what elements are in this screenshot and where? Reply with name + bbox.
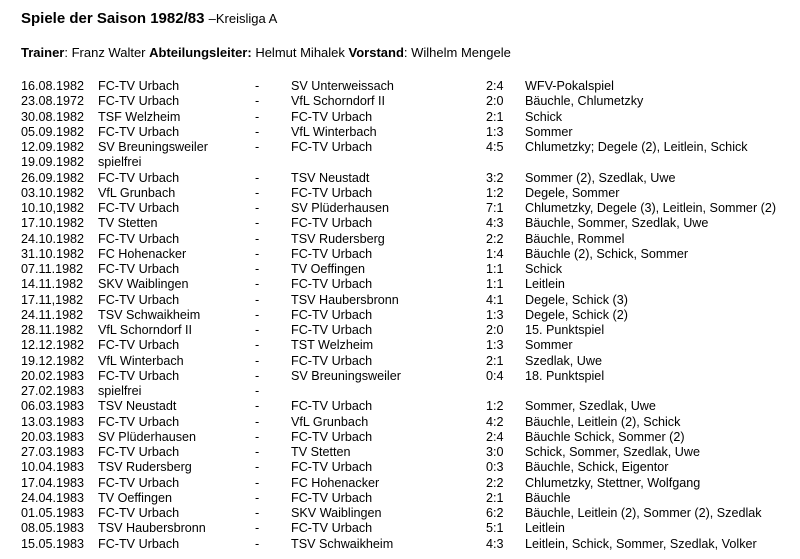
score: 2:4 [486,79,504,93]
game-row [21,125,800,140]
game-row [21,460,800,475]
score: 3:0 [486,445,504,459]
goal-scorers: Bäuchle, Schick, Eigentor [525,460,669,475]
goal-scorers: Chlumetzky; Degele (2), Leitlein, Schick [525,140,748,154]
goal-scorers: Sommer [525,338,573,353]
score: 2:1 [486,109,504,124]
goal-scorers: Bäuchle [525,490,571,505]
away-team: SV Unterweissach [291,79,394,93]
home-team: TV Oeffingen [98,490,172,505]
home-team: FC-TV Urbach [98,414,180,429]
home-team: spielfrei [98,384,142,398]
game-row [21,186,800,201]
game-date: 03.10.1982 [21,185,85,200]
separator: - [255,231,260,246]
vorstand-name: : Wilhelm Mengele [403,45,511,60]
separator: - [255,170,260,185]
trainer-name: : Franz Walter [64,45,150,60]
game-row [21,155,800,170]
away-team: FC-TV Urbach [291,323,373,337]
away-team: VfL Winterbach [291,124,377,139]
game-date: 07.11.1982 [21,262,84,276]
home-team: FC Hohenacker [98,246,187,261]
game-row [21,232,800,247]
score: 2:4 [486,429,504,444]
goal-scorers: Sommer (2), Szedlak, Uwe [525,170,676,185]
score: 0:3 [486,460,504,475]
away-team: FC-TV Urbach [291,429,373,444]
home-team: FC-TV Urbach [98,201,180,215]
game-date: 24.04.1983 [21,490,85,505]
staff-line [21,45,511,60]
goal-scorers: Schick [525,262,563,276]
home-team: TSV Schwaikheim [98,307,201,322]
score: 1:3 [486,124,504,139]
home-team: TSF Welzheim [98,109,181,124]
goal-scorers: Chlumetzky, Degele (3), Leitlein, Sommer (2) [525,201,777,215]
game-row [21,277,800,292]
game-row [21,201,800,216]
game-date: 13.03.1983 [21,414,85,429]
score: 6:2 [486,506,504,520]
score: 1:1 [486,277,504,292]
score: 4:3 [486,216,504,231]
separator: - [255,399,260,414]
league-subtitle: –Kreisliga A [208,11,278,26]
game-row [21,369,800,384]
home-team: FC-TV Urbach [98,262,180,276]
home-team: FC-TV Urbach [98,368,180,383]
game-date: 17.11,1982 [21,292,84,307]
separator: - [255,445,260,459]
away-team: VfL Grunbach [291,414,369,429]
game-row [21,338,800,353]
home-team: FC-TV Urbach [98,94,180,109]
separator: - [255,307,260,322]
separator: - [255,323,260,337]
game-row [21,537,800,552]
game-date: 19.12.1982 [21,353,85,368]
away-team: TSV Rudersberg [291,231,385,246]
game-date: 10.10,1982 [21,201,85,215]
score: 4:3 [486,536,504,551]
home-team: TSV Haubersbronn [98,521,206,536]
separator: - [255,201,260,215]
goal-scorers: Szedlak, Uwe [525,353,602,368]
game-row [21,262,800,277]
score: 1:3 [486,338,504,353]
game-date: 16.08.1982 [21,79,85,93]
away-team: FC-TV Urbach [291,140,373,154]
home-team: FC-TV Urbach [98,170,180,185]
score: 2:0 [486,323,504,337]
game-row [21,399,800,414]
away-team: FC-TV Urbach [291,399,373,414]
goal-scorers: Bäuchle, Rommel [525,231,625,246]
goal-scorers: Sommer [525,124,573,139]
away-team: FC-TV Urbach [291,185,373,200]
score: 1:2 [486,399,504,414]
goal-scorers: Bäuchle, Sommer, Szedlak, Uwe [525,216,709,231]
abteilungsleiter-label: Abteilungsleiter: [149,45,252,60]
score: 2:1 [486,353,504,368]
separator: - [255,368,260,383]
game-row [21,323,800,338]
goal-scorers: Bäuchle Schick, Sommer (2) [525,429,685,444]
away-team: TSV Neustadt [291,170,370,185]
game-date: 30.08.1982 [21,109,85,124]
page-title [21,10,277,27]
game-date: 28.11.1982 [21,323,84,337]
home-team: TSV Neustadt [98,399,177,414]
separator: - [255,338,260,353]
season-title: Spiele der Saison 1982/83 [21,10,205,27]
home-team: FC-TV Urbach [98,124,180,139]
game-date: 17.10.1982 [21,216,85,231]
separator: - [255,185,260,200]
away-team: TSV Schwaikheim [291,536,394,551]
game-row [21,293,800,308]
away-team: TST Welzheim [291,338,374,353]
goal-scorers: Bäuchle, Leitlein (2), Sommer (2), Szedlak [525,506,762,520]
home-team: SV Breuningsweiler [98,140,208,154]
game-row [21,308,800,323]
score: 1:2 [486,185,504,200]
separator: - [255,506,260,520]
game-row [21,506,800,521]
goal-scorers: Bäuchle, Leitlein (2), Schick [525,414,681,429]
separator: - [255,79,260,93]
score: 2:2 [486,231,504,246]
away-team: FC-TV Urbach [291,521,373,536]
vorstand-label: Vorstand [348,45,404,60]
away-team: FC-TV Urbach [291,216,373,231]
separator: - [255,277,260,292]
game-date: 20.03.1983 [21,429,85,444]
game-date: 19.09.1982 [21,155,85,170]
goal-scorers: WFV-Pokalspiel [525,79,614,93]
game-row [21,94,800,109]
separator: - [255,292,260,307]
separator: - [255,384,260,398]
game-date: 05.09.1982 [21,124,85,139]
separator: - [255,490,260,505]
score: 4:5 [486,140,504,154]
score: 1:4 [486,246,504,261]
goal-scorers: Sommer, Szedlak, Uwe [525,399,656,414]
away-team: SV Plüderhausen [291,201,390,215]
game-date: 27.02.1983 [21,384,85,398]
away-team: FC-TV Urbach [291,109,373,124]
away-team: TV Stetten [291,445,351,459]
game-date: 17.04.1983 [21,475,85,490]
game-row [21,79,800,94]
away-team: FC-TV Urbach [291,490,373,505]
trainer-label: Trainer [21,45,65,60]
home-team: FC-TV Urbach [98,506,180,520]
goal-scorers: Leitlein, Schick, Sommer, Szedlak, Volker [525,536,757,551]
home-team: VfL Grunbach [98,185,176,200]
goal-scorers: Degele, Schick (3) [525,292,628,307]
score: 2:1 [486,490,504,505]
goal-scorers: Bäuchle (2), Schick, Sommer [525,246,689,261]
away-team: SV Breuningsweiler [291,368,401,383]
goal-scorers: Bäuchle, Chlumetzky [525,94,644,109]
away-team: VfL Schorndorf II [291,94,386,109]
game-date: 15.05.1983 [21,536,85,551]
home-team: FC-TV Urbach [98,445,180,459]
game-row [21,491,800,506]
score: 1:3 [486,307,504,322]
game-row [21,216,800,231]
home-team: TV Stetten [98,216,158,231]
game-date: 12.09.1982 [21,140,85,154]
separator: - [255,475,260,490]
games-list [21,79,800,552]
separator: - [255,429,260,444]
separator: - [255,460,260,475]
game-date: 06.03.1983 [21,399,85,414]
away-team: FC-TV Urbach [291,277,373,292]
game-row [21,521,800,536]
separator: - [255,414,260,429]
game-date: 23.08.1972 [21,94,85,109]
game-row [21,354,800,369]
score: 2:2 [486,475,504,490]
game-row [21,140,800,155]
game-row [21,430,800,445]
game-row [21,476,800,491]
away-team: FC-TV Urbach [291,246,373,261]
game-date: 27.03.1983 [21,445,85,459]
game-date: 26.09.1982 [21,170,85,185]
game-date: 24.10.1982 [21,231,85,246]
game-date: 08.05.1983 [21,521,85,536]
game-date: 24.11.1982 [21,307,84,322]
home-team: FC-TV Urbach [98,79,180,93]
goal-scorers: Chlumetzky, Stettner, Wolfgang [525,475,701,490]
goal-scorers: 18. Punktspiel [525,368,605,383]
game-date: 14.11.1982 [21,277,84,292]
separator: - [255,353,260,368]
separator: - [255,536,260,551]
home-team: SKV Waiblingen [98,277,189,292]
separator: - [255,521,260,536]
away-team: SKV Waiblingen [291,506,382,520]
separator: - [255,216,260,231]
game-date: 20.02.1983 [21,368,85,383]
game-row [21,415,800,430]
goal-scorers: Leitlein [525,277,565,292]
away-team: FC Hohenacker [291,475,380,490]
score: 2:0 [486,94,504,109]
game-row [21,247,800,262]
away-team: TSV Haubersbronn [291,292,399,307]
score: 0:4 [486,368,504,383]
game-row [21,445,800,460]
goal-scorers: Degele, Schick (2) [525,307,628,322]
separator: - [255,246,260,261]
score: 1:1 [486,262,504,276]
home-team: TSV Rudersberg [98,460,192,475]
separator: - [255,109,260,124]
away-team: FC-TV Urbach [291,460,373,475]
away-team: FC-TV Urbach [291,307,373,322]
home-team: spielfrei [98,155,142,170]
goal-scorers: Schick, Sommer, Szedlak, Uwe [525,445,700,459]
game-date: 10.04.1983 [21,460,85,475]
goal-scorers: 15. Punktspiel [525,323,605,337]
home-team: FC-TV Urbach [98,338,180,353]
home-team: SV Plüderhausen [98,429,197,444]
home-team: VfL Winterbach [98,353,184,368]
score: 3:2 [486,170,504,185]
score: 4:1 [486,292,504,307]
away-team: FC-TV Urbach [291,353,373,368]
home-team: FC-TV Urbach [98,231,180,246]
home-team: FC-TV Urbach [98,536,180,551]
separator: - [255,94,260,109]
home-team: VfL Schorndorf II [98,323,193,337]
game-date: 31.10.1982 [21,246,85,261]
goal-scorers: Degele, Sommer [525,185,620,200]
game-row [21,110,800,125]
game-date: 01.05.1983 [21,506,85,520]
separator: - [255,140,260,154]
game-row [21,384,800,399]
goal-scorers: Schick [525,109,563,124]
separator: - [255,262,260,276]
score: 7:1 [486,201,504,215]
game-row [21,171,800,186]
score: 5:1 [486,521,504,536]
away-team: TV Oeffingen [291,262,365,276]
separator: - [255,124,260,139]
home-team: FC-TV Urbach [98,475,180,490]
abteilungsleiter-name: Helmut Mihalek [251,45,349,60]
home-team: FC-TV Urbach [98,292,180,307]
score: 4:2 [486,414,504,429]
goal-scorers: Leitlein [525,521,565,536]
game-date: 12.12.1982 [21,338,85,353]
